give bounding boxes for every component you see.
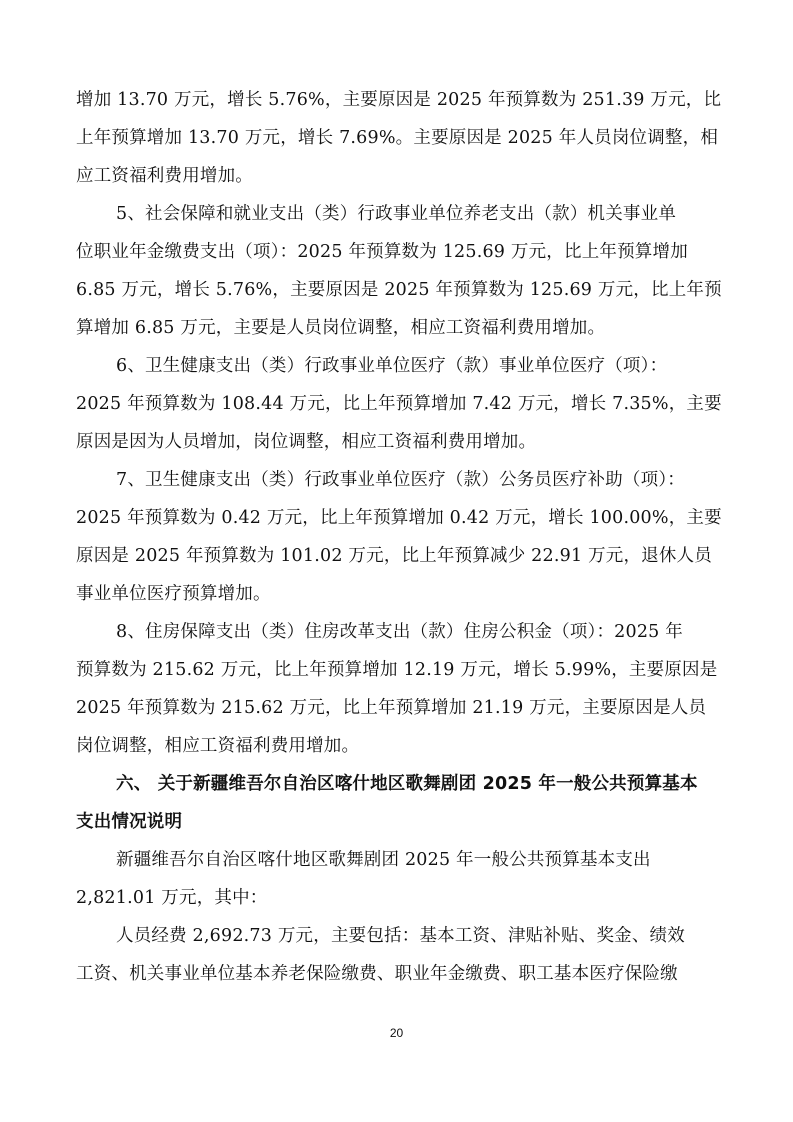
text-line: 新疆维吾尔自治区喀什地区歌舞剧团 2025 年一般公共预算基本支出 <box>116 850 651 870</box>
text-line: 2,821.01 万元，其中： <box>76 888 268 908</box>
section-heading: 支出情况说明 <box>76 812 183 832</box>
text-line: 算增加 6.85 万元，主要是人员岗位调整，相应工资福利费用增加。 <box>76 318 606 338</box>
text-line: 应工资福利费用增加。 <box>76 166 253 186</box>
text-line: 8、住房保障支出（类）住房改革支出（款）住房公积金（项）：2025 年 <box>116 622 683 642</box>
text-line: 2025 年预算数为 0.42 万元，比上年预算增加 0.42 万元，增长 100.00%，主要 <box>76 508 722 528</box>
text-line: 6.85 万元，增长 5.76%，主要原因是 2025 年预算数为 125.69 万元，比上年预 <box>76 280 722 300</box>
page-number: 20 <box>389 1026 404 1040</box>
section-heading: 六、 关于新疆维吾尔自治区喀什地区歌舞剧团 2025 年一般公共预算基本 <box>116 774 698 794</box>
text-line: 原因是 2025 年预算数为 101.02 万元，比上年预算减少 22.91 万元，退休人员 <box>76 546 712 566</box>
text-line: 工资、机关事业单位基本养老保险缴费、职业年金缴费、职工基本医疗保险缴 <box>76 964 678 984</box>
text-line: 增加 13.70 万元，增长 5.76%，主要原因是 2025 年预算数为 251.39 万元，比 <box>76 90 722 110</box>
text-line: 人员经费 2,692.73 万元，主要包括：基本工资、津贴补贴、奖金、绩效 <box>116 926 685 946</box>
text-line: 5、社会保障和就业支出（类）行政事业单位养老支出（款）机关事业单 <box>116 204 677 224</box>
text-line: 原因是因为人员增加，岗位调整，相应工资福利费用增加。 <box>76 432 537 452</box>
text-line: 上年预算增加 13.70 万元，增长 7.69%。主要原因是 2025 年人员岗位调整，相 <box>76 128 719 148</box>
text-line: 2025 年预算数为 215.62 万元，比上年预算增加 21.19 万元，主要原因是人员 <box>76 698 707 718</box>
text-line: 事业单位医疗预算增加。 <box>76 584 271 604</box>
text-line: 6、卫生健康支出（类）行政事业单位医疗（款）事业单位医疗（项）： <box>116 356 668 376</box>
text-line: 预算数为 215.62 万元，比上年预算增加 12.19 万元，增长 5.99%，主要原因是 <box>76 660 718 680</box>
text-line: 2025 年预算数为 108.44 万元，比上年预算增加 7.42 万元，增长 7.35%，主要 <box>76 394 722 414</box>
text-line: 岗位调整，相应工资福利费用增加。 <box>76 736 360 756</box>
text-line: 位职业年金缴费支出（项）：2025 年预算数为 125.69 万元，比上年预算增加 <box>76 242 688 262</box>
text-line: 7、卫生健康支出（类）行政事业单位医疗（款）公务员医疗补助（项）： <box>116 470 685 490</box>
